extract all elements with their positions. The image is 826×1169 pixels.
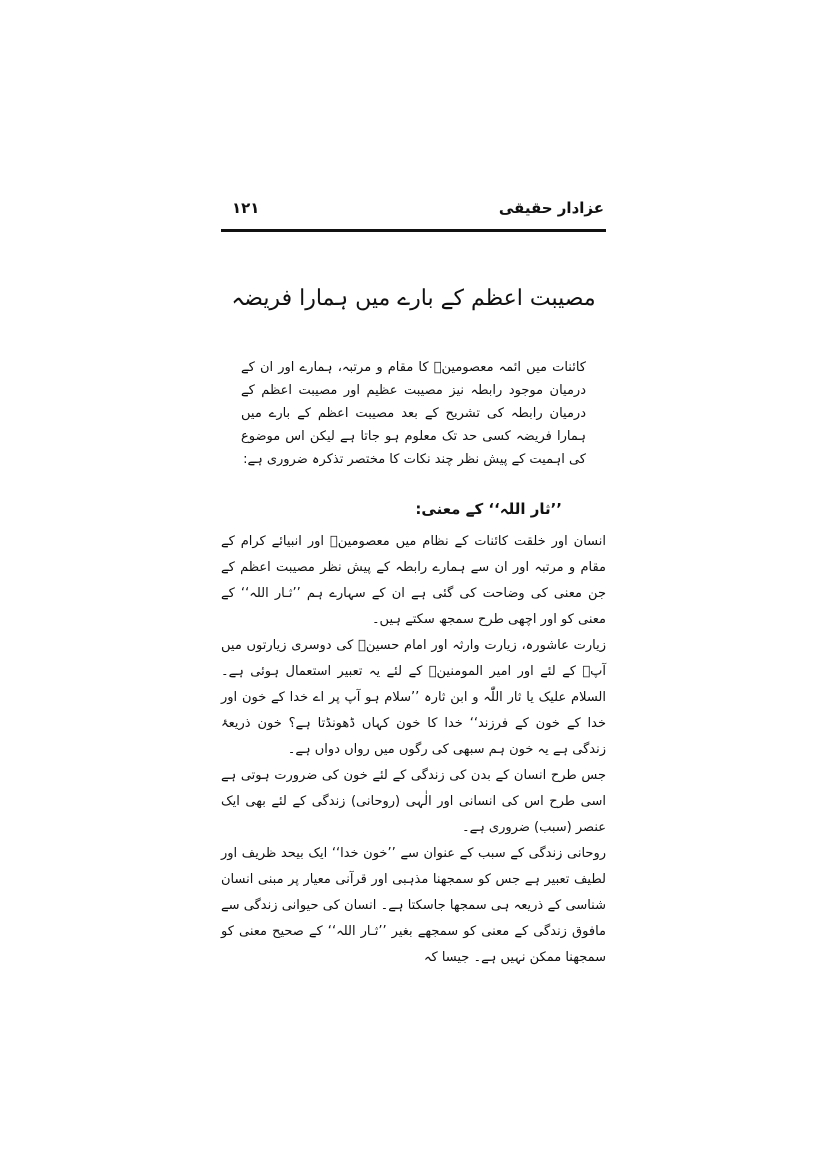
chapter-title: مصیبت اعظم کے بارے میں ہمارا فریضہ [231, 286, 596, 311]
body-paragraph: روحانی زندگی کے سبب کے عنوان سے ’’خون خدا‘‘ ایک بیحد ظریف اور لطیف تعبیر ہے جس کو سمجھنا مذہبی اور قرآنی معیار پر مبنی انسان شناسی کے ذریعہ ہی سمجھا جاسکتا ہے۔ انسان کی حیوانی زندگی سے مافوق زندگی کے معنی کو سمجھے بغیر ’’ثـار اللہ‘‘ کے صحیح معنی کو سمجھنا ممکن نہیں ہے۔ جیسا کہ [221, 846, 606, 965]
running-head-title: عزادار حقیقی [498, 199, 604, 217]
body-paragraph: زیارت عاشورہ، زیارت وارثہ اور امام حسینؑ کی دوسری زیارتوں میں آپؑ کے لئے اور امیر المومنینؑ کے لئے یہ تعبیر استعمال ہوئی ہے۔ السلام علیک یا ثار اللّٰہ و ابن ثارہ ’’سلام ہو آپ پر اے خدا کے خون اور خدا کے خون کے فرزند‘‘ خدا کا خون کہاں ڈھونڈتا ہے؟ خون ذریعۂ زندگی ہے یہ خون ہم سبھی کی رگوں میں رواں دواں ہے۔ [221, 638, 606, 757]
body-paragraph: جس طرح انسان کے بدن کی زندگی کے لئے خون کی ضرورت ہوتی ہے اسی طرح اس کی انسانی اور الٰہی (روحانی) زندگی کے لئے بھی ایک عنصر (سبب) ضروری ہے۔ [221, 768, 606, 835]
body-paragraph: انسان اور خلقت کائنات کے نظام میں معصومینؑ اور انبیائے کرام کے مقام و مرتبہ اور ان سے ہمارے رابطہ کے پیش نظر مصیبت اعظم کے جن معنی کی وضاحت کی گئی ہے ان کے سہارے ہم ’’ثـار اللہ‘‘ کے معنی کو اور اچھی طرح سمجھ سکتے ہیں۔ [221, 534, 606, 627]
page-content [221, 282, 606, 971]
page-number: ۱۲۱ [232, 199, 260, 217]
header-rule [221, 229, 606, 232]
running-header [221, 196, 606, 228]
intro-paragraph: کائنات میں ائمہ معصومینؑ کا مقام و مرتبہ، ہمارے اور ان کے درمیان موجود رابطہ نیز مصیبت عظیم اور مصیبت اعظم کے درمیان رابطہ کی تشریح کے بعد مصیبت اعظم کے بارے میں ہمارا فریضہ کسی حد تک معلوم ہو جاتا ہے لیکن اس موضوع کی اہمیت کے پیش نظر چند نکات کا مختصر تذکرہ ضروری ہے: [241, 360, 586, 467]
section-heading: ’’ثار اللہ‘‘ کے معنی: [415, 500, 562, 518]
